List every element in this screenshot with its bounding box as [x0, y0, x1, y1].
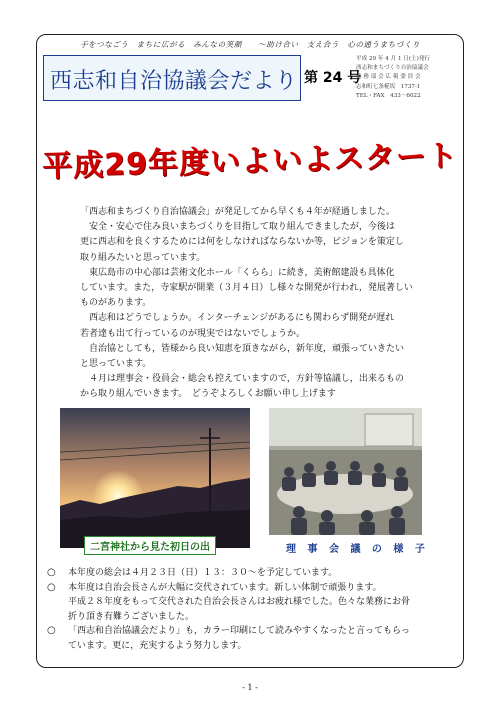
article-line: 安全・安心で住み良いまちづくりを目指して取り組んできましたが，今後は [80, 222, 395, 233]
article-line: 若者達も出て行っているのが現実ではないでしょうか。 [80, 328, 306, 339]
publisher-line: 志和町七条椛坂 1737-1 [356, 83, 421, 90]
publisher-line: 総 務 部 会 広 報 委 員 会 [356, 74, 421, 81]
article-line: と思っています。 [80, 359, 152, 370]
notes-list [44, 566, 464, 653]
publisher-line: TEL・FAX 433－6022 [356, 92, 421, 99]
note-line: 折り頂き有難うございました。 [68, 611, 195, 622]
article-line: ものがあります。 [80, 298, 152, 309]
article-line: 取り組みたいと思っています。 [80, 252, 206, 263]
publisher-info [356, 55, 430, 101]
note-item [44, 566, 464, 581]
article-body [80, 205, 425, 403]
article-line: 東広島市の中心部は芸術文化ホール「くらら」に続き，美術館建設も具体化 [80, 267, 395, 278]
sunrise-image [60, 408, 250, 548]
publisher-line: 西志和まちづくり自治協議会 [356, 65, 429, 72]
page-number: - 1 - [242, 683, 258, 692]
meeting-photo [269, 408, 422, 535]
article-line: ４月は理事会・役員会・総会も控えていますので，方針等協議し，出来るもの [80, 374, 404, 385]
article-line: 西志和はどうでしょうか。インターチェンジがあるにも関わらず開発が遅れ [80, 313, 395, 324]
note-line: 平成２８年度をもって交代された自治会長さんはお疲れ様でした。色々な業務にお骨 [68, 597, 411, 607]
article-line: 更に西志和を良くするためには何をしなければならないか等，ビジョンを策定し [80, 237, 404, 248]
article-line: しています。また，寺家駅が開業（３月４日）し様々な開発が行われ，発展著しい [80, 283, 413, 294]
circle-bullet-icon: ○ [47, 567, 56, 578]
note-item [44, 624, 464, 639]
issue-number: 第 24 号 [304, 70, 362, 86]
circle-bullet-icon: ○ [47, 581, 56, 593]
note-line: ています。更に，充実するよう努力します。 [68, 640, 247, 651]
note-line: 本年度の総会は４月２３日（日）１３：３０～を予定しています。 [68, 568, 338, 578]
publisher-line: 平成 29 年 4 月 1 日(土)発行 [356, 56, 431, 62]
note-line: 「西志和自治協議会だより」も，カラー印刷にして読みやすくなったと言ってもらっ [68, 626, 411, 636]
article-line: から取り組んでいきます。 どうぞよろしくお願い申し上げます [80, 389, 336, 400]
meeting-image [269, 408, 422, 535]
meeting-caption: 理 事 会 議 の 様 子 [286, 544, 429, 555]
headline: 平成29年度いよいよスタート [41, 138, 459, 185]
slogan: 手をつなごう まちに広がる みんなの笑顔 ～助け合い 支え合う 心の通うまちづくり [79, 40, 421, 49]
masthead-box [43, 55, 301, 101]
note-line: 本年度は自治会長さんが大幅に交代されています。新しい体制で頑張ります。 [68, 582, 382, 593]
article-line: 「西志和まちづくり自治協議会」が発足してから早くも４年が経過しました。 [80, 207, 395, 217]
note-item [44, 581, 464, 596]
circle-bullet-icon: ○ [47, 625, 56, 636]
sunrise-caption: 二宮神社から見た初日の出 [84, 536, 216, 555]
sunrise-photo [60, 408, 250, 548]
newsletter-title: 西志和自治協議会だより [50, 69, 298, 94]
article-line: 自治協としても，皆様から良い知恵を頂きながら，新年度，頑張っていきたい [80, 343, 405, 354]
